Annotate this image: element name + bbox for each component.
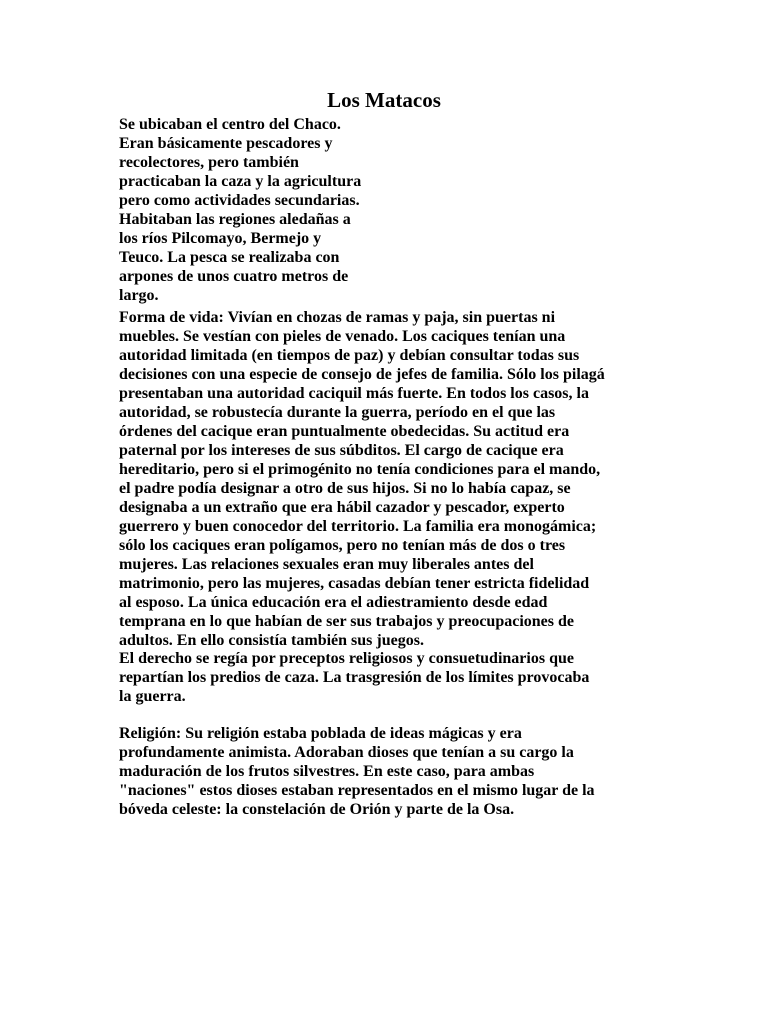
intro-paragraph: Se ubicaban el centro del Chaco. Eran básicamente pescadores y recolectores, pero también practicaban la caza y la agricultura pero como actividades secundarias. Habitaban las regiones aledañas a los ríos Pilcomayo, Bermejo y Teuco. La pesca se realizaba con arpones de unos cuatro metros de largo.: [119, 116, 362, 304]
forma-de-vida-paragraph: Forma de vida: Vivían en chozas de ramas y paja, sin puertas ni muebles. Se vestían con pieles de venado. Los caciques tenían una autoridad limitada (en tiempos de paz) y debían consultar todas sus decisiones con una especie de consejo de jefes de familia. Sólo los pilagá presentaban una autoridad caciquil más fuerte. En todos los casos, la autoridad, se robustecía durante la guerra, período en el que las órdenes del cacique eran puntualmente obedecidas. Su actitud era paternal por los intereses de sus súbditos. El cargo de cacique era hereditario, pero si el primogénito no tenía condiciones para el mando, el padre podía designar a otro de sus hijos. Si no lo había capaz, se designaba a un extraño que era hábil cazador y pescador, experto guerrero y buen conocedor del territorio. La familia era monogámica; sólo los caciques eran polígamos, pero no tenían más de dos o tres mujeres. Las relaciones sexuales eran muy liberales antes del matrimonio, pero las mujeres, casadas debían tener estricta fidelidad al esposo. La única educación era el adiestramiento desde edad temprana en lo que habían de ser sus trabajos y preocupaciones de adultos. En ello consistía también sus juegos.: [119, 309, 605, 649]
page-title: Los Matacos: [327, 88, 441, 112]
religion-paragraph: Religión: Su religión estaba poblada de ideas mágicas y era profundamente animista. Adoraban dioses que tenían a su cargo la maduración de los frutos silvestres. En este caso, para ambas "naciones" estos dioses estaban representados en el mismo lugar de la bóveda celeste: la constelación de Orión y parte de la Osa.: [119, 725, 595, 818]
derecho-paragraph: El derecho se regía por preceptos religiosos y consuetudinarios que repartían los predios de caza. La trasgresión de los límites provocaba la guerra.: [119, 650, 590, 705]
